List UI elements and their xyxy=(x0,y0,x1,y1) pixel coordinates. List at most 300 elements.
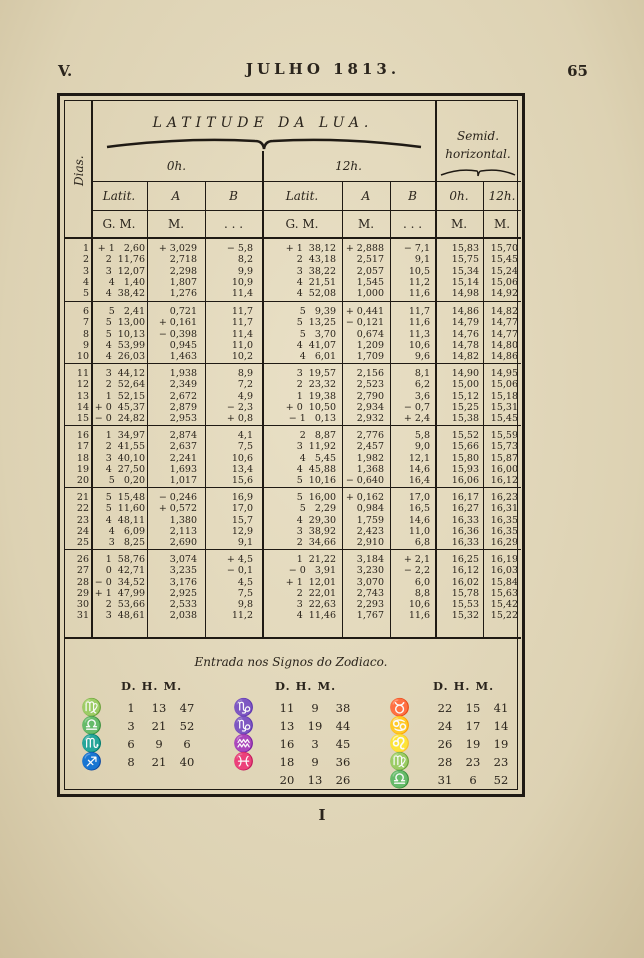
page-number: 65 xyxy=(567,62,588,80)
column-s12-group-4 xyxy=(485,430,518,486)
table-cell: 3 48,61 xyxy=(105,610,145,622)
table-cell: 15,12 xyxy=(451,390,479,402)
table-cell: 15,00 xyxy=(451,379,479,391)
table-cell: 16,03 xyxy=(490,565,518,577)
table-cell: 15,83 xyxy=(451,243,479,254)
table-cell: 16,9 xyxy=(231,492,253,503)
table-cell: 8,2 xyxy=(237,254,253,266)
table-cell: 15,6 xyxy=(231,475,253,487)
table-cell: 2 11,76 xyxy=(105,254,145,266)
zodiac-sign-icon: ♍ xyxy=(81,698,103,718)
zodiac-day: 6 xyxy=(127,737,135,751)
table-cell: 9,1 xyxy=(414,254,430,266)
table-cell: 4 45,88 xyxy=(296,463,336,475)
table-cell: 6,0 xyxy=(414,576,430,588)
table-cell: 6 xyxy=(82,306,89,317)
table-cell: 14 xyxy=(76,401,89,413)
header-12h: 12h. xyxy=(335,159,362,173)
table-cell: 4 48,11 xyxy=(105,514,145,526)
zodiac-sign-icon: ♎ xyxy=(389,770,411,790)
table-cell: 11,7 xyxy=(408,306,430,317)
table-cell: 15,32 xyxy=(451,610,479,622)
table-cell: 0,945 xyxy=(169,339,197,351)
zodiac-minute: 47 xyxy=(179,701,195,715)
unit-m-semid-12h: M. xyxy=(493,217,511,231)
zodiac-sign-icon: ♑ xyxy=(233,698,255,718)
unit-m-0h: M. xyxy=(167,217,185,231)
column-b12-group-5 xyxy=(392,492,430,548)
table-cell: 0,721 xyxy=(169,306,197,317)
table-cell: 3 38,22 xyxy=(296,265,336,277)
table-cell: + 3,029 xyxy=(158,243,197,254)
table-cell: 4 6,09 xyxy=(108,525,145,537)
table-cell: 4 41,07 xyxy=(296,339,336,351)
table-cell: 15,93 xyxy=(451,463,479,475)
table-cell: 11,3 xyxy=(408,328,430,340)
table-cell: 21 xyxy=(76,492,89,503)
table-cell: 4 27,50 xyxy=(105,463,145,475)
table-cell: 2,457 xyxy=(356,441,384,453)
table-cell: 0 42,71 xyxy=(105,565,145,577)
table-cell: 15,38 xyxy=(451,413,479,425)
table-cell: 15,45 xyxy=(490,413,518,425)
table-cell: 31 xyxy=(76,610,89,622)
column-a0-group-5 xyxy=(149,492,197,548)
table-cell: 8 xyxy=(82,328,89,340)
table-cell: 1,209 xyxy=(356,339,384,351)
column-a12-group-5 xyxy=(344,492,384,548)
column-b12-group-3 xyxy=(392,368,430,424)
table-cell: 26 xyxy=(76,554,89,565)
column-days-group-4 xyxy=(65,430,89,486)
zodiac-minute: 6 xyxy=(183,737,191,751)
table-cell: 16,02 xyxy=(451,576,479,588)
zodiac-day: 20 xyxy=(279,773,295,787)
table-cell: 2 53,66 xyxy=(105,599,145,611)
table-cell: 10,6 xyxy=(231,452,253,464)
table-cell: 14,76 xyxy=(451,328,479,340)
table-cell: 4,5 xyxy=(237,576,253,588)
zodiac-day: 16 xyxy=(279,737,295,751)
zodiac-sign-icon: ♋ xyxy=(389,716,411,736)
table-cell: 18 xyxy=(76,452,89,464)
column-b0-group-2 xyxy=(207,306,253,362)
column-lat0-group-4 xyxy=(93,430,145,486)
table-cell: + 1 38,12 xyxy=(285,243,336,254)
table-cell: 2,533 xyxy=(169,599,197,611)
table-inner xyxy=(64,100,518,790)
table-cell: 1,368 xyxy=(356,463,384,475)
zodiac-day: 3 xyxy=(127,719,135,733)
table-cell: 2 43,18 xyxy=(296,254,336,266)
column-b12-group-1 xyxy=(392,243,430,299)
table-cell: 2,910 xyxy=(356,537,384,549)
column-lat0-group-3 xyxy=(93,368,145,424)
table-cell: 5 13,00 xyxy=(105,317,145,329)
table-cell: 14,86 xyxy=(490,351,518,363)
table-cell: 15,06 xyxy=(490,379,518,391)
table-cell: 2,925 xyxy=(169,587,197,599)
table-cell: 14,86 xyxy=(451,306,479,317)
col-b-0h: B xyxy=(229,189,238,203)
table-cell: 7,5 xyxy=(237,587,253,599)
table-cell: 2,690 xyxy=(169,537,197,549)
table-cell: 16,00 xyxy=(490,463,518,475)
table-cell: 2,057 xyxy=(356,265,384,277)
table-cell: 5 10,16 xyxy=(296,475,336,487)
col-b-12h: B xyxy=(408,189,417,203)
table-cell: 14,92 xyxy=(490,288,518,300)
table-cell: 2 8,87 xyxy=(299,430,336,441)
table-cell: + 0 10,50 xyxy=(285,401,336,413)
table-cell: 4,1 xyxy=(237,430,253,441)
table-cell: 2,672 xyxy=(169,390,197,402)
table-cell: + 0,162 xyxy=(345,492,384,503)
table-cell: + 2,4 xyxy=(403,413,430,425)
table-cell: 16,12 xyxy=(490,475,518,487)
column-a0-group-4 xyxy=(149,430,197,486)
unit-gm-0h: G. M. xyxy=(102,217,136,231)
column-a12-group-4 xyxy=(344,430,384,486)
table-cell: 15,87 xyxy=(490,452,518,464)
table-cell: 4 38,42 xyxy=(105,288,145,300)
zodiac-sign-icon: ♓ xyxy=(233,752,255,772)
column-s12-group-6 xyxy=(485,554,518,622)
table-cell: 1 34,97 xyxy=(105,430,145,441)
column-lat12-group-3 xyxy=(264,368,336,424)
column-a0-group-6 xyxy=(149,554,197,622)
table-cell: 11,7 xyxy=(231,306,253,317)
table-cell: 2,776 xyxy=(356,430,384,441)
table-cell: 15,42 xyxy=(490,599,518,611)
table-cell: 11,2 xyxy=(408,276,430,288)
table-cell: 5 0,20 xyxy=(108,475,145,487)
table-cell: 16,36 xyxy=(451,525,479,537)
col-a-12h: A xyxy=(361,189,371,203)
column-b12-group-2 xyxy=(392,306,430,362)
table-cell: 1,276 xyxy=(169,288,197,300)
table-cell: 4 52,08 xyxy=(296,288,336,300)
table-cell: 8,9 xyxy=(237,368,253,379)
table-cell: 5 15,48 xyxy=(105,492,145,503)
table-cell: 14,98 xyxy=(451,288,479,300)
zodiac-hour: 19 xyxy=(465,737,481,751)
table-cell: 16,23 xyxy=(490,492,518,503)
table-cell: − 0,246 xyxy=(158,492,197,503)
table-cell: 13,4 xyxy=(231,463,253,475)
zodiac-day: 8 xyxy=(127,755,135,769)
table-cell: 8,8 xyxy=(414,587,430,599)
table-cell: 4 6,01 xyxy=(299,351,336,363)
table-cell: 15,73 xyxy=(490,441,518,453)
column-lat0-group-5 xyxy=(93,492,145,548)
zodiac-day: 28 xyxy=(437,755,453,769)
table-cell: 15,24 xyxy=(490,265,518,277)
table-cell: 22 xyxy=(76,503,89,515)
table-cell: 14,95 xyxy=(490,368,518,379)
table-cell: 19 xyxy=(76,463,89,475)
table-cell: 11,7 xyxy=(231,317,253,329)
table-cell: 15,80 xyxy=(451,452,479,464)
table-cell: 3,230 xyxy=(356,565,384,577)
table-cell: 1 xyxy=(82,243,89,254)
zodiac-sign-icon: ♑ xyxy=(233,716,255,736)
table-cell: 29 xyxy=(76,587,89,599)
table-cell: + 0 45,37 xyxy=(94,401,145,413)
table-cell: 2,953 xyxy=(169,413,197,425)
zodiac-sign-icon: ♏ xyxy=(81,734,103,754)
table-cell: 15,84 xyxy=(490,576,518,588)
table-cell: 10,9 xyxy=(231,276,253,288)
table-cell: 4 5,45 xyxy=(299,452,336,464)
table-cell: 9 xyxy=(82,339,89,351)
table-cell: 3 19,57 xyxy=(296,368,336,379)
table-cell: 4,9 xyxy=(237,390,253,402)
table-cell: − 0 24,82 xyxy=(94,413,145,425)
table-cell: 2,874 xyxy=(169,430,197,441)
table-cell: 3,6 xyxy=(414,390,430,402)
column-s12-group-5 xyxy=(485,492,518,548)
table-cell: 4 21,51 xyxy=(296,276,336,288)
table-cell: 11,0 xyxy=(408,525,430,537)
table-cell: 2,038 xyxy=(169,610,197,622)
table-cell: 16 xyxy=(76,430,89,441)
table-cell: − 0,7 xyxy=(403,401,430,413)
table-cell: + 0,161 xyxy=(158,317,197,329)
table-cell: 15,06 xyxy=(490,276,518,288)
table-cell: 11,2 xyxy=(231,610,253,622)
column-days-group-6 xyxy=(65,554,89,622)
column-s12-group-1 xyxy=(485,243,518,299)
table-cell: 9,6 xyxy=(414,351,430,363)
column-b0-group-4 xyxy=(207,430,253,486)
table-cell: 1 58,76 xyxy=(105,554,145,565)
zodiac-day: 31 xyxy=(437,773,453,787)
table-cell: 16,33 xyxy=(451,514,479,526)
table-cell: 14,77 xyxy=(490,328,518,340)
table-cell: 2,879 xyxy=(169,401,197,413)
table-cell: 3 12,07 xyxy=(105,265,145,277)
zodiac-minute: 52 xyxy=(493,773,509,787)
table-cell: 14,90 xyxy=(451,368,479,379)
table-cell: 7,5 xyxy=(237,441,253,453)
table-cell: 1,982 xyxy=(356,452,384,464)
zodiac-minute: 41 xyxy=(493,701,509,715)
table-cell: 14,78 xyxy=(451,339,479,351)
table-cell: 16,35 xyxy=(490,514,518,526)
zodiac-minute: 23 xyxy=(493,755,509,769)
table-cell: − 0,121 xyxy=(345,317,384,329)
zodiac-hour: 9 xyxy=(311,701,319,715)
table-cell: 2 34,66 xyxy=(296,537,336,549)
table-cell: 2,293 xyxy=(356,599,384,611)
table-frame xyxy=(57,93,525,797)
zodiac-hour: 15 xyxy=(465,701,481,715)
table-cell: 2 41,55 xyxy=(105,441,145,453)
zodiac-hour: 6 xyxy=(469,773,477,787)
table-cell: 16,25 xyxy=(451,554,479,565)
table-cell: 5 2,41 xyxy=(108,306,145,317)
running-head xyxy=(58,60,588,84)
zodiac-day: 18 xyxy=(279,755,295,769)
table-cell: 1,463 xyxy=(169,351,197,363)
table-cell: 10,2 xyxy=(231,351,253,363)
col-semid-0h: 0h. xyxy=(449,189,469,203)
table-cell: 1,767 xyxy=(356,610,384,622)
column-s0-group-6 xyxy=(437,554,479,622)
table-cell: 16,4 xyxy=(408,475,430,487)
table-cell: − 2,3 xyxy=(226,401,253,413)
table-cell: 12,9 xyxy=(231,525,253,537)
col-semid-12h: 12h. xyxy=(488,189,516,203)
column-b0-group-6 xyxy=(207,554,253,622)
table-cell: + 0,8 xyxy=(226,413,253,425)
table-cell: 3 38,92 xyxy=(296,525,336,537)
table-cell: 16,31 xyxy=(490,503,518,515)
table-cell: 15,22 xyxy=(490,610,518,622)
col-a-0h: A xyxy=(171,189,181,203)
column-lat12-group-1 xyxy=(264,243,336,299)
table-cell: 3,184 xyxy=(356,554,384,565)
table-cell: 16,33 xyxy=(451,537,479,549)
table-cell: 10,5 xyxy=(408,265,430,277)
zodiac-hour: 3 xyxy=(311,737,319,751)
table-cell: 24 xyxy=(76,525,89,537)
zodiac-minute: 36 xyxy=(335,755,351,769)
column-lat0-group-6 xyxy=(93,554,145,622)
table-cell: 1,000 xyxy=(356,288,384,300)
table-cell: 2,718 xyxy=(169,254,197,266)
table-cell: 13 xyxy=(76,390,89,402)
header-brace-ornament xyxy=(105,135,423,151)
table-cell: 4 53,99 xyxy=(105,339,145,351)
table-cell: 7 xyxy=(82,317,89,329)
zodiac-minute: 44 xyxy=(335,719,351,733)
table-cell: 9,8 xyxy=(237,599,253,611)
table-cell: 2,298 xyxy=(169,265,197,277)
unit-m-semid-0h: M. xyxy=(450,217,468,231)
table-cell: 14,80 xyxy=(490,339,518,351)
table-cell: 1,380 xyxy=(169,514,197,526)
table-cell: 6,8 xyxy=(414,537,430,549)
col-latit-12h: Latit. xyxy=(285,189,319,203)
column-b12-group-6 xyxy=(392,554,430,622)
column-lat12-group-6 xyxy=(264,554,336,622)
table-cell: 11,4 xyxy=(231,328,253,340)
table-cell: 15,52 xyxy=(451,430,479,441)
zodiac-hour: 21 xyxy=(151,755,167,769)
table-cell: 1,693 xyxy=(169,463,197,475)
zodiac-day: 24 xyxy=(437,719,453,733)
table-cell: 17,0 xyxy=(231,503,253,515)
table-cell: 1,709 xyxy=(356,351,384,363)
zodiac-hour: 21 xyxy=(151,719,167,733)
column-lat12-group-4 xyxy=(264,430,336,486)
zodiac-hour: 13 xyxy=(151,701,167,715)
zodiac-sign-icon: ♍ xyxy=(389,752,411,772)
column-days-group-3 xyxy=(65,368,89,424)
table-cell: 27 xyxy=(76,565,89,577)
signature-mark: I xyxy=(318,806,326,824)
table-cell: − 0,398 xyxy=(158,328,197,340)
table-cell: + 0,572 xyxy=(158,503,197,515)
table-cell: 4 xyxy=(82,276,89,288)
column-lat0-group-1 xyxy=(93,243,145,299)
table-cell: 15,25 xyxy=(451,401,479,413)
column-a0-group-3 xyxy=(149,368,197,424)
table-cell: 0,984 xyxy=(356,503,384,515)
zodiac-day: 1 xyxy=(127,701,135,715)
unit-m-12h: M. xyxy=(357,217,375,231)
table-cell: 11,0 xyxy=(231,339,253,351)
table-cell: 12,1 xyxy=(408,452,430,464)
table-cell: 2,637 xyxy=(169,441,197,453)
table-cell: 1,017 xyxy=(169,475,197,487)
table-cell: 11 xyxy=(76,368,89,379)
table-cell: 30 xyxy=(76,599,89,611)
table-cell: 15,75 xyxy=(451,254,479,266)
table-cell: 9,0 xyxy=(414,441,430,453)
zodiac-sign-icon: ♒ xyxy=(233,734,255,754)
zodiac-minute: 38 xyxy=(335,701,351,715)
zodiac-day: 22 xyxy=(437,701,453,715)
table-cell: 11,6 xyxy=(408,317,430,329)
table-cell: 15,31 xyxy=(490,401,518,413)
table-cell: 2,790 xyxy=(356,390,384,402)
table-cell: 10,6 xyxy=(408,339,430,351)
zodiac-sign-icon: ♎ xyxy=(81,716,103,736)
table-cell: 5 11,60 xyxy=(105,503,145,515)
table-cell: 15,34 xyxy=(451,265,479,277)
table-cell: 15,7 xyxy=(231,514,253,526)
column-days-group-5 xyxy=(65,492,89,548)
table-cell: 4 26,03 xyxy=(105,351,145,363)
zodiac-hour: 17 xyxy=(465,719,481,733)
table-cell: 17,0 xyxy=(408,492,430,503)
table-cell: 2,423 xyxy=(356,525,384,537)
zodiac-sign-icon: ♌ xyxy=(389,734,411,754)
table-cell: − 0,640 xyxy=(345,475,384,487)
table-cell: 15,14 xyxy=(451,276,479,288)
table-cell: − 5,8 xyxy=(226,243,253,254)
zodiac-sign-icon: ♐ xyxy=(81,752,103,772)
table-cell: 11,6 xyxy=(408,610,430,622)
column-lat12-group-5 xyxy=(264,492,336,548)
unit-gm-12h: G. M. xyxy=(285,217,319,231)
table-cell: 15,70 xyxy=(490,243,518,254)
table-cell: 3,176 xyxy=(169,576,197,588)
table-cell: 14,82 xyxy=(451,351,479,363)
table-cell: 2,523 xyxy=(356,379,384,391)
table-cell: 5 16,00 xyxy=(296,492,336,503)
column-s0-group-1 xyxy=(437,243,479,299)
column-days-group-2 xyxy=(65,306,89,362)
table-cell: 2,156 xyxy=(356,368,384,379)
table-cell: + 1 12,01 xyxy=(285,576,336,588)
table-cell: 5 3,70 xyxy=(299,328,336,340)
col-latit-0h: Latit. xyxy=(102,189,136,203)
table-cell: 5 10,13 xyxy=(105,328,145,340)
semid-ornament xyxy=(439,167,517,177)
table-cell: 28 xyxy=(76,576,89,588)
zodiac-day: 26 xyxy=(437,737,453,751)
zodiac-head-1: D. H. M. xyxy=(121,679,183,693)
table-cell: + 1 2,60 xyxy=(97,243,145,254)
table-cell: 2,934 xyxy=(356,401,384,413)
table-cell: 14,6 xyxy=(408,514,430,526)
column-s12-group-3 xyxy=(485,368,518,424)
unit-dots-12h: . . . xyxy=(402,217,423,231)
